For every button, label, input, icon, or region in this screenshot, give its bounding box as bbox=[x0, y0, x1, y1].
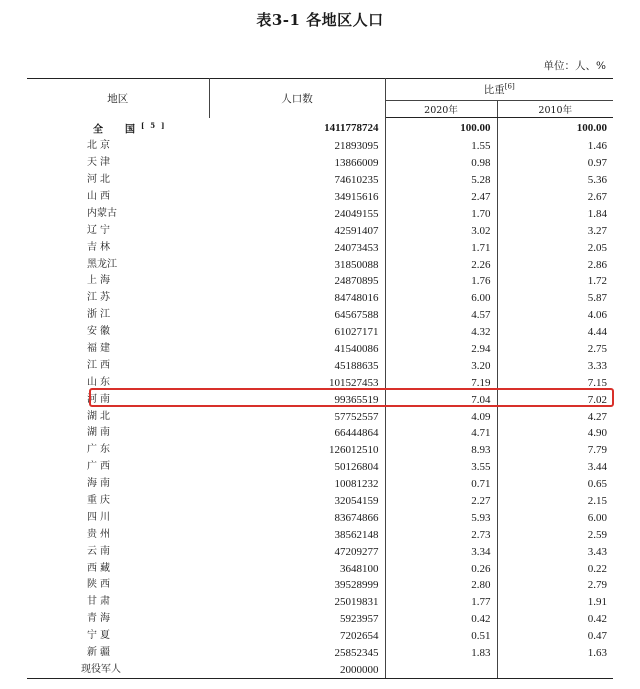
ratio-2010-cell: 3.33 bbox=[587, 359, 608, 372]
ratio-2010-cell: 1.91 bbox=[587, 596, 608, 609]
region-cell: 广东 bbox=[87, 444, 113, 456]
population-table bbox=[27, 78, 613, 679]
ratio-2020-cell: 3.55 bbox=[385, 459, 497, 476]
table-row bbox=[27, 256, 613, 273]
table-row bbox=[27, 661, 613, 678]
ratio-2020-cell: 5.28 bbox=[385, 172, 497, 189]
population-cell: 61027171 bbox=[209, 324, 385, 341]
region-cell: 陕西 bbox=[87, 579, 113, 591]
table-row bbox=[27, 611, 613, 628]
ratio-2020-cell: 3.20 bbox=[385, 357, 497, 374]
region-cell: 福建 bbox=[87, 342, 113, 354]
ratio-2010-cell: 7.79 bbox=[587, 444, 608, 457]
ratio-2010-cell: 2.67 bbox=[587, 190, 608, 203]
table-row bbox=[27, 645, 613, 662]
population-cell: 39528999 bbox=[209, 577, 385, 594]
ratio-2010-cell: 100.00 bbox=[576, 121, 608, 134]
region-cell: 湖南 bbox=[87, 427, 113, 439]
table-row-total bbox=[27, 118, 613, 138]
ratio-2020-cell: 8.93 bbox=[385, 442, 497, 459]
ratio-2010-cell: 2.15 bbox=[587, 494, 608, 507]
ratio-2020-cell: 7.19 bbox=[385, 374, 497, 391]
region-cell: 宁夏 bbox=[87, 630, 113, 642]
table-row bbox=[27, 290, 613, 307]
table-row bbox=[27, 577, 613, 594]
ratio-2010-cell: 4.27 bbox=[587, 410, 608, 423]
ratio-2010-cell: 3.44 bbox=[587, 461, 608, 474]
ratio-2010-cell: 5.36 bbox=[587, 174, 608, 187]
header-ratio-label: 比重 bbox=[483, 84, 505, 96]
region-cell: 江西 bbox=[87, 359, 113, 371]
ratio-2020-cell: 0.71 bbox=[385, 476, 497, 493]
ratio-2020-cell: 4.32 bbox=[385, 324, 497, 341]
ratio-2020-cell: 0.42 bbox=[385, 611, 497, 628]
table-row bbox=[27, 526, 613, 543]
ratio-2010-cell: 2.05 bbox=[587, 241, 608, 254]
population-cell: 101527453 bbox=[209, 374, 385, 391]
table-row bbox=[27, 357, 613, 374]
ratio-2010-cell: 6.00 bbox=[587, 511, 608, 524]
ratio-2010-cell: 1.63 bbox=[587, 646, 608, 659]
region-cell bbox=[27, 118, 209, 138]
region-cell: 浙江 bbox=[87, 309, 113, 321]
ratio-2020-cell: 3.34 bbox=[385, 543, 497, 560]
ratio-2020-cell: 7.04 bbox=[385, 391, 497, 408]
population-cell: 47209277 bbox=[209, 543, 385, 560]
region-cell: 贵州 bbox=[87, 528, 113, 540]
region-cell: 甘肃 bbox=[87, 596, 113, 608]
population-cell: 13866009 bbox=[209, 155, 385, 172]
population-cell: 24049155 bbox=[209, 205, 385, 222]
ratio-2020-cell: 1.55 bbox=[385, 138, 497, 155]
ratio-2010-cell bbox=[497, 661, 613, 678]
population-cell: 32054159 bbox=[209, 493, 385, 510]
table-row bbox=[27, 205, 613, 222]
region-cell: 河北 bbox=[87, 174, 113, 186]
ratio-2010-cell: 4.44 bbox=[587, 326, 608, 339]
region-cell: 辽宁 bbox=[87, 224, 113, 236]
region-cell: 安徽 bbox=[87, 326, 113, 338]
region-cell: 西藏 bbox=[87, 562, 113, 574]
ratio-2020-cell: 0.51 bbox=[385, 628, 497, 645]
population-cell: 24870895 bbox=[209, 273, 385, 290]
region-cell: 内蒙古 bbox=[87, 207, 117, 219]
total-label: 全 国 bbox=[93, 123, 141, 135]
header-population: 人口数 bbox=[209, 79, 385, 118]
ratio-2010-cell: 0.65 bbox=[587, 478, 608, 491]
population-cell: 25019831 bbox=[209, 594, 385, 611]
ratio-2020-cell: 1.83 bbox=[385, 645, 497, 662]
table-row bbox=[27, 239, 613, 256]
ratio-2010-cell: 3.43 bbox=[587, 545, 608, 558]
ratio-2020-cell: 100.00 bbox=[385, 118, 497, 138]
ratio-2020-cell: 5.93 bbox=[385, 509, 497, 526]
table-title: 表3-1 各地区人口 bbox=[256, 11, 384, 29]
header-ratio-note: [6] bbox=[504, 82, 515, 91]
ratio-2010-cell: 1.46 bbox=[587, 140, 608, 153]
ratio-2010-cell: 1.72 bbox=[587, 275, 608, 288]
population-cell: 21893095 bbox=[209, 138, 385, 155]
ratio-2010-cell: 4.06 bbox=[587, 309, 608, 322]
population-cell: 24073453 bbox=[209, 239, 385, 256]
region-cell: 河南 bbox=[87, 393, 113, 405]
ratio-2020-cell: 4.09 bbox=[385, 408, 497, 425]
ratio-2020-cell: 0.98 bbox=[385, 155, 497, 172]
region-cell: 上海 bbox=[87, 275, 113, 287]
ratio-2020-cell: 2.27 bbox=[385, 493, 497, 510]
region-cell: 江苏 bbox=[87, 292, 113, 304]
population-cell: 38562148 bbox=[209, 526, 385, 543]
population-cell: 2000000 bbox=[209, 661, 385, 678]
table-row bbox=[27, 594, 613, 611]
ratio-2010-cell: 1.84 bbox=[587, 207, 608, 220]
header-2020: 2020年 bbox=[385, 101, 497, 118]
population-cell: 74610235 bbox=[209, 172, 385, 189]
table-row bbox=[27, 628, 613, 645]
table-row bbox=[27, 560, 613, 577]
region-cell: 吉林 bbox=[87, 241, 113, 253]
population-cell: 34915616 bbox=[209, 189, 385, 206]
region-cell: 新疆 bbox=[87, 646, 113, 658]
table-row bbox=[27, 493, 613, 510]
ratio-2020-cell: 1.76 bbox=[385, 273, 497, 290]
population-cell: 126012510 bbox=[209, 442, 385, 459]
table-row bbox=[27, 476, 613, 493]
region-cell: 北京 bbox=[87, 140, 113, 152]
ratio-2020-cell: 0.26 bbox=[385, 560, 497, 577]
region-cell: 四川 bbox=[87, 511, 113, 523]
ratio-2020-cell: 2.26 bbox=[385, 256, 497, 273]
ratio-2020-cell: 1.70 bbox=[385, 205, 497, 222]
ratio-2010-cell: 3.27 bbox=[587, 224, 608, 237]
population-cell: 64567588 bbox=[209, 307, 385, 324]
region-cell: 湖北 bbox=[87, 410, 113, 422]
table-row bbox=[27, 324, 613, 341]
ratio-2020-cell: 1.77 bbox=[385, 594, 497, 611]
population-cell: 99365519 bbox=[209, 391, 385, 408]
table-row bbox=[27, 189, 613, 206]
population-cell: 1411778724 bbox=[209, 118, 385, 138]
population-cell: 25852345 bbox=[209, 645, 385, 662]
region-cell: 天津 bbox=[87, 157, 113, 169]
ratio-2010-cell: 2.86 bbox=[587, 258, 608, 271]
table-row bbox=[27, 222, 613, 239]
region-cell: 山东 bbox=[87, 376, 113, 388]
population-cell: 45188635 bbox=[209, 357, 385, 374]
ratio-2020-cell: 4.71 bbox=[385, 425, 497, 442]
region-cell: 广西 bbox=[87, 461, 113, 473]
table-row bbox=[27, 459, 613, 476]
ratio-2010-cell: 2.75 bbox=[587, 342, 608, 355]
ratio-2020-cell: 6.00 bbox=[385, 290, 497, 307]
ratio-2020-cell: 2.47 bbox=[385, 189, 497, 206]
ratio-2010-cell: 0.22 bbox=[587, 562, 608, 575]
table-row bbox=[27, 155, 613, 172]
region-cell: 黑龙江 bbox=[87, 258, 117, 270]
region-cell: 现役军人 bbox=[27, 661, 209, 678]
population-cell: 50126804 bbox=[209, 459, 385, 476]
table-row bbox=[27, 172, 613, 189]
ratio-2020-cell: 2.94 bbox=[385, 341, 497, 358]
ratio-2020-cell: 1.71 bbox=[385, 239, 497, 256]
table-row bbox=[27, 408, 613, 425]
ratio-2010-cell: 7.02 bbox=[587, 393, 608, 406]
header-ratio bbox=[385, 79, 613, 101]
population-cell: 42591407 bbox=[209, 222, 385, 239]
table-row bbox=[27, 509, 613, 526]
ratio-2010-cell: 0.97 bbox=[587, 157, 608, 170]
ratio-2020-cell: 4.57 bbox=[385, 307, 497, 324]
table-row bbox=[27, 307, 613, 324]
ratio-2010-cell: 5.87 bbox=[587, 292, 608, 305]
population-cell: 66444864 bbox=[209, 425, 385, 442]
ratio-2020-cell bbox=[385, 661, 497, 678]
population-cell: 31850088 bbox=[209, 256, 385, 273]
ratio-2010-cell: 2.59 bbox=[587, 528, 608, 541]
ratio-2010-cell: 0.42 bbox=[587, 613, 608, 626]
population-cell: 10081232 bbox=[209, 476, 385, 493]
table-row bbox=[27, 273, 613, 290]
region-cell: 海南 bbox=[87, 478, 113, 490]
population-cell: 3648100 bbox=[209, 560, 385, 577]
ratio-2010-cell: 7.15 bbox=[587, 376, 608, 389]
table-row bbox=[27, 442, 613, 459]
population-cell: 84748016 bbox=[209, 290, 385, 307]
ratio-2010-cell: 0.47 bbox=[587, 630, 608, 643]
ratio-2010-cell: 4.90 bbox=[587, 427, 608, 440]
ratio-2020-cell: 2.80 bbox=[385, 577, 497, 594]
header-2010: 2010年 bbox=[497, 101, 613, 118]
ratio-2010-cell: 2.79 bbox=[587, 579, 608, 592]
header-region: 地区 bbox=[27, 79, 209, 118]
ratio-2020-cell: 3.02 bbox=[385, 222, 497, 239]
total-note: [5] bbox=[141, 120, 171, 130]
highlight-box bbox=[89, 388, 614, 407]
region-cell: 重庆 bbox=[87, 494, 113, 506]
population-cell: 41540086 bbox=[209, 341, 385, 358]
population-cell: 5923957 bbox=[209, 611, 385, 628]
region-cell: 青海 bbox=[87, 613, 113, 625]
ratio-2020-cell: 2.73 bbox=[385, 526, 497, 543]
region-cell: 云南 bbox=[87, 545, 113, 557]
unit-label: 单位：人、% bbox=[543, 60, 606, 72]
population-cell: 83674866 bbox=[209, 509, 385, 526]
population-cell: 57752557 bbox=[209, 408, 385, 425]
table-row bbox=[27, 138, 613, 155]
population-cell: 7202654 bbox=[209, 628, 385, 645]
table-row bbox=[27, 543, 613, 560]
region-cell: 山西 bbox=[87, 190, 113, 202]
table-row bbox=[27, 425, 613, 442]
table-row bbox=[27, 341, 613, 358]
